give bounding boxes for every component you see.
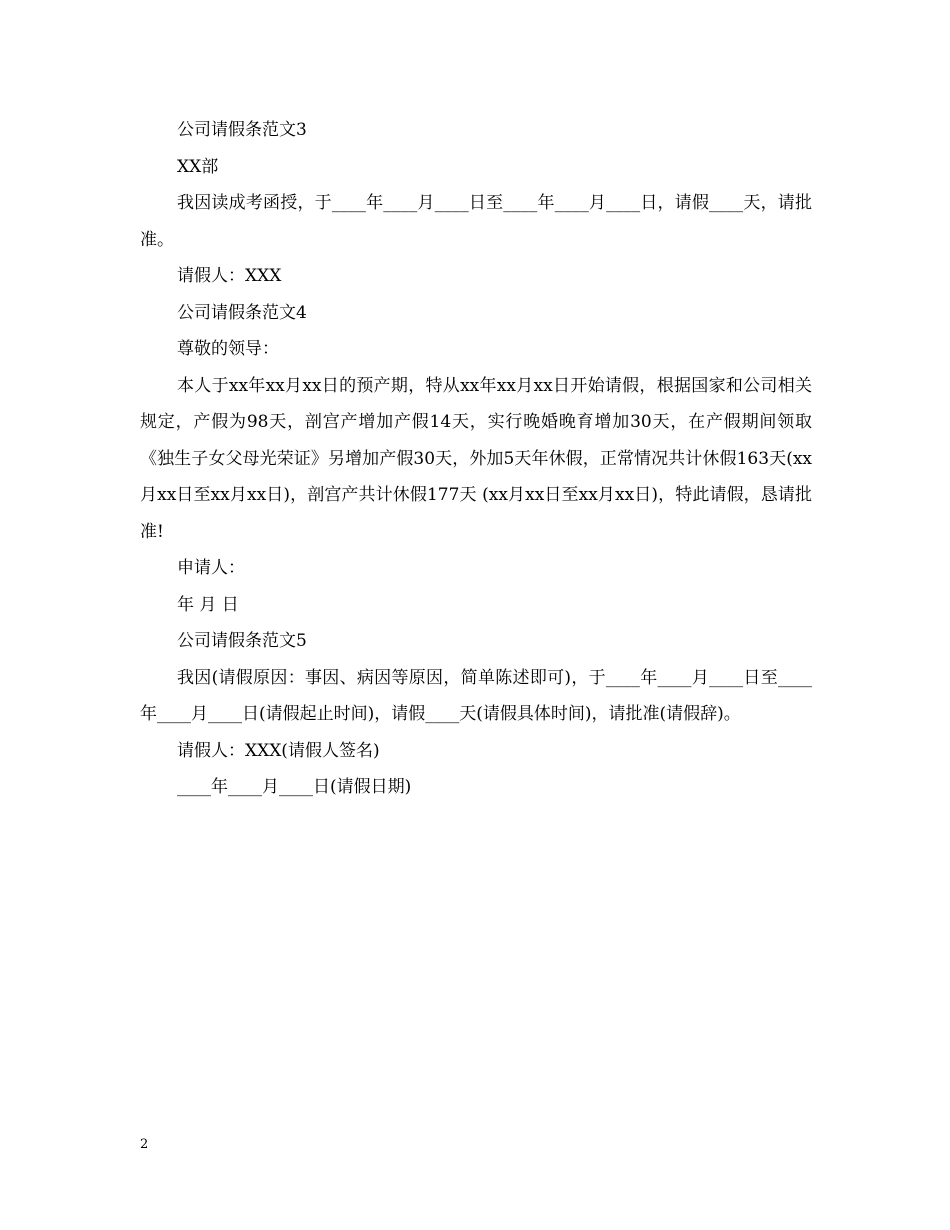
section-title-3: 公司请假条范文3	[177, 120, 307, 140]
applicant-line-3: 请假人：XXX	[177, 266, 282, 286]
applicant-line-4: 申请人：	[177, 558, 245, 578]
page-number: 2	[140, 1137, 149, 1152]
section-title-5: 公司请假条范文5	[177, 631, 307, 651]
section-title-4: 公司请假条范文4	[177, 302, 307, 323]
document-body	[140, 112, 812, 806]
leave-request-paragraph-3: 我因读成考函授，于____年____月____日至____年____月____日，请假____天，请批准。	[140, 193, 812, 250]
date-line-4: 年 月 日	[177, 594, 239, 615]
maternity-leave-paragraph: 本人于xx年xx月xx日的预产期，特从xx年xx月xx日开始请假，根据国家和公司相关规定，产假为98天，剖宫产增加产假14天，实行晚婚晚育增加30天，在产假期间领取《独生子女父母光荣证》另增加产假30天，外加5天年休假，正常情况共计休假163天(xx月xx日至xx月xx日)，剖宫产共计休假177天 (xx月xx日至xx月xx日)，特此请假，恳请批准!	[140, 375, 812, 542]
department-line: XX部	[177, 156, 219, 177]
applicant-line-5: 请假人：XXX(请假人签名)	[177, 740, 380, 761]
date-line-5: ____年____月____日(请假日期)	[177, 777, 412, 797]
leave-request-paragraph-5: 我因(请假原因：事因、病因等原因，简单陈述即可)，于____年____月____日至____年____月____日(请假起止时间)，请假____天(请假具体时间)，请批准(请假辞)。	[140, 667, 812, 724]
salutation-line: 尊敬的领导：	[177, 339, 279, 359]
